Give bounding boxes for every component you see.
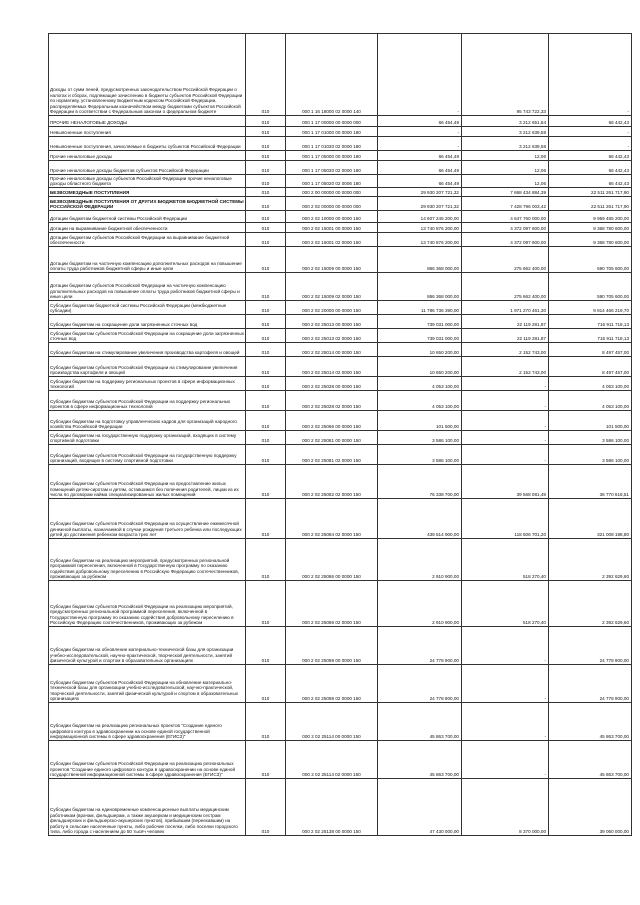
executed-amount-cell: 7 428 796 003,42 xyxy=(462,197,549,211)
budget-classification-code-cell: 000 2 02 25084 02 0000 150 xyxy=(286,499,378,539)
line-code-cell: 010 xyxy=(246,431,286,445)
unexecuted-amount-cell: 321 008 198,80 xyxy=(549,499,632,539)
table-row xyxy=(49,391,632,411)
budget-classification-code-cell: 000 2 02 25086 02 0000 150 xyxy=(286,581,378,627)
line-code-cell: 010 xyxy=(246,223,286,233)
line-code-cell: 010 xyxy=(246,779,286,836)
unexecuted-amount-cell: 9 368 780 600,00 xyxy=(549,223,632,233)
table-row xyxy=(49,465,632,499)
budget-classification-code-cell: 000 2 02 25013 02 0000 150 xyxy=(286,329,378,343)
budget-classification-code-cell: 000 2 02 10000 00 0000 150 xyxy=(286,211,378,223)
approved-amount-cell: 47 430 000,00 xyxy=(378,779,462,836)
budget-classification-code-cell: 000 2 02 15009 02 0000 150 xyxy=(286,273,378,301)
table-row xyxy=(49,151,632,161)
executed-amount-cell: - xyxy=(462,411,549,431)
approved-amount-cell: 66 454,49 xyxy=(378,175,462,188)
table-row xyxy=(49,315,632,329)
line-code-cell: 010 xyxy=(246,343,286,357)
income-name-cell: Субсидии бюджетам на стимулирование увеличения производства картофеля и овощей xyxy=(49,343,246,357)
budget-execution-table xyxy=(48,33,632,836)
budget-classification-code-cell: 000 2 02 25081 00 0000 150 xyxy=(286,431,378,445)
unexecuted-amount-cell: 3 586 100,00 xyxy=(549,431,632,445)
line-code-cell: 010 xyxy=(246,127,286,137)
table-row xyxy=(49,343,632,357)
budget-classification-code-cell: 000 2 02 25014 00 0000 150 xyxy=(286,343,378,357)
line-code-cell: 010 xyxy=(246,188,286,197)
income-name-cell: Субсидии бюджетам на подготовку управленческих кадров для организаций народного хозяйства Российской Федерации xyxy=(49,411,246,431)
executed-amount-cell: - xyxy=(462,391,549,411)
line-code-cell: 010 xyxy=(246,377,286,391)
approved-amount-cell: 4 053 100,00 xyxy=(378,377,462,391)
table-row xyxy=(49,34,632,116)
income-name-cell: Субсидии бюджетам субъектов Российской Федерации на реализацию мероприятий, предусмотренных региональной программой переселения, включенной в Государственную программу по оказанию содействия добровольному переселению в Российскую Федерацию соотечественников, проживающих за рубежом xyxy=(49,581,246,627)
executed-amount-cell: 39 568 081,49 xyxy=(462,465,549,499)
approved-amount-cell: - xyxy=(378,137,462,151)
income-name-cell: Дотации бюджетам бюджетной системы Российской Федерации xyxy=(49,211,246,223)
budget-classification-code-cell: 000 2 02 15001 00 0000 150 xyxy=(286,223,378,233)
unexecuted-amount-cell: 101 500,00 xyxy=(549,411,632,431)
budget-classification-code-cell: 000 2 02 25013 00 0000 150 xyxy=(286,315,378,329)
executed-amount-cell: 12,06 xyxy=(462,151,549,161)
table-row xyxy=(49,703,632,741)
executed-amount-cell: 22 119 281,87 xyxy=(462,315,549,329)
budget-classification-code-cell: 000 2 02 25014 02 0000 150 xyxy=(286,357,378,377)
income-name-cell: Прочие неналоговые доходы субъектов Российской Федерации прочие неналоговые доходы областного бюджета xyxy=(49,175,246,188)
executed-amount-cell: 7 668 434 884,39 xyxy=(462,188,549,197)
line-code-cell: 010 xyxy=(246,247,286,273)
line-code-cell: 010 xyxy=(246,233,286,247)
table-row xyxy=(49,627,632,665)
line-code-cell: 010 xyxy=(246,151,286,161)
income-name-cell: Субсидии бюджетам на сокращение доли загрязненных сточных вод xyxy=(49,315,246,329)
unexecuted-amount-cell: 22 511 261 717,90 xyxy=(549,197,632,211)
approved-amount-cell: 101 500,00 xyxy=(378,411,462,431)
income-name-cell: Доходы от сумм пеней, предусмотренных законодательством Российской Федерации о налогах и сборах, подлежащие зачислению в бюджеты субъектов Российской Федерации по нормативу, установленному Бюджетным кодексом Российской Федерации, распределяемых Федеральным казначейством между бюджетами субъектов Российской Федерации в соответствии с Федеральным законом о федеральном бюджете xyxy=(49,34,246,116)
approved-amount-cell: 2 910 900,00 xyxy=(378,581,462,627)
executed-amount-cell: 3 212 639,58 xyxy=(462,137,549,151)
unexecuted-amount-cell: 39 060 000,00 xyxy=(549,779,632,836)
income-name-cell: Субсидии бюджетам субъектов Российской Федерации на обновление материально-технической базы для организации учебно-исследовательской, научно-практической, творческой деятельности, занятий физической культурой и спортом в образовательных организациях xyxy=(49,665,246,703)
income-name-cell: Субсидии бюджетам субъектов Российской Федерации на реализацию региональных проектов "Создание единого цифрового контура в здравоохранении на основе единой государственной информационной системы в сфере здравоохранения (ЕГИСЗ)" xyxy=(49,741,246,779)
budget-classification-code-cell: 000 1 17 01020 02 0000 180 xyxy=(286,137,378,151)
approved-amount-cell: 11 786 736 390,00 xyxy=(378,301,462,315)
executed-amount-cell: 518 270,40 xyxy=(462,539,549,581)
income-name-cell: Субсидии бюджетам субъектов Российской Федерации на сокращение доли загрязненных сточных вод xyxy=(49,329,246,343)
table-row xyxy=(49,581,632,627)
table-row xyxy=(49,161,632,175)
unexecuted-amount-cell: 2 392 629,60 xyxy=(549,539,632,581)
executed-amount-cell: 4 647 760 000,00 xyxy=(462,211,549,223)
approved-amount-cell: 439 514 900,00 xyxy=(378,499,462,539)
table-row xyxy=(49,273,632,301)
approved-amount-cell: 13 740 876 200,00 xyxy=(378,233,462,247)
approved-amount-cell: 739 031 000,00 xyxy=(378,329,462,343)
approved-amount-cell: 866 368 000,00 xyxy=(378,273,462,301)
approved-amount-cell: 66 454,49 xyxy=(378,151,462,161)
income-name-cell: Субсидии бюджетам на поддержку региональных проектов в сфере информационных технологий xyxy=(49,377,246,391)
line-code-cell: 010 xyxy=(246,465,286,499)
income-name-cell: Невыясненные поступления xyxy=(49,127,246,137)
executed-amount-cell: 4 372 097 600,00 xyxy=(462,233,549,247)
executed-amount-cell: 8 370 000,00 xyxy=(462,779,549,836)
executed-amount-cell: 118 506 701,20 xyxy=(462,499,549,539)
unexecuted-amount-cell: 45 863 700,00 xyxy=(549,703,632,741)
budget-classification-code-cell: 000 2 00 00000 00 0000 000 xyxy=(286,188,378,197)
table-row xyxy=(49,175,632,188)
unexecuted-amount-cell: 66 442,43 xyxy=(549,151,632,161)
unexecuted-amount-cell: 716 911 718,13 xyxy=(549,315,632,329)
table-row xyxy=(49,247,632,273)
executed-amount-cell: - xyxy=(462,431,549,445)
executed-amount-cell: 12,06 xyxy=(462,161,549,175)
table-row xyxy=(49,445,632,465)
budget-classification-code-cell: 000 1 17 05020 02 0006 180 xyxy=(286,175,378,188)
income-name-cell: Субсидии бюджетам бюджетной системы Российской Федерации (межбюджетные субсидии) xyxy=(49,301,246,315)
line-code-cell: 010 xyxy=(246,741,286,779)
line-code-cell: 010 xyxy=(246,211,286,223)
budget-classification-code-cell: 000 1 17 01000 00 0000 180 xyxy=(286,127,378,137)
line-code-cell: 010 xyxy=(246,703,286,741)
line-code-cell: 010 xyxy=(246,357,286,377)
table-row xyxy=(49,329,632,343)
budget-classification-code-cell: 000 2 02 25081 02 0000 150 xyxy=(286,445,378,465)
line-code-cell: 010 xyxy=(246,116,286,127)
executed-amount-cell: 22 119 281,87 xyxy=(462,329,549,343)
executed-amount-cell: 3 212 651,64 xyxy=(462,116,549,127)
executed-amount-cell: 275 662 400,00 xyxy=(462,247,549,273)
line-code-cell: 010 xyxy=(246,137,286,151)
income-name-cell: Субсидии бюджетам на реализацию мероприятий, предусмотренных региональной программой переселения, включенной в Государственную программу по оказанию содействия добровольному переселению в Российскую Федерацию соотечественников, проживающих за рубежом xyxy=(49,539,246,581)
unexecuted-amount-cell: 9 368 780 600,00 xyxy=(549,233,632,247)
income-name-cell: БЕЗВОЗМЕЗДНЫЕ ПОСТУПЛЕНИЯ ОТ ДРУГИХ БЮДЖЕТОВ БЮДЖЕТНОЙ СИСТЕМЫ РОССИЙСКОЙ ФЕДЕРАЦИИ xyxy=(49,197,246,211)
approved-amount-cell: 13 740 876 200,00 xyxy=(378,223,462,233)
income-name-cell: Прочие неналоговые доходы xyxy=(49,151,246,161)
budget-classification-code-cell: 000 1 17 05000 00 0000 180 xyxy=(286,151,378,161)
executed-amount-cell: - xyxy=(462,377,549,391)
approved-amount-cell: - xyxy=(378,127,462,137)
unexecuted-amount-cell: 24 778 900,00 xyxy=(549,665,632,703)
unexecuted-amount-cell: 66 442,43 xyxy=(549,161,632,175)
income-name-cell: Субсидии бюджетам субъектов Российской Федерации на предоставление жилых помещений детям-сиротам и детям, оставшимся без попечения родителей, лицам из их числа по договорам найма специализированных жилых помещений xyxy=(49,465,246,499)
approved-amount-cell: 29 930 207 721,32 xyxy=(378,188,462,197)
line-code-cell: 010 xyxy=(246,627,286,665)
unexecuted-amount-cell: 590 705 600,00 xyxy=(549,273,632,301)
executed-amount-cell: 1 971 270 461,30 xyxy=(462,301,549,315)
line-code-cell: 010 xyxy=(246,34,286,116)
budget-classification-code-cell: 000 2 02 25086 00 0000 150 xyxy=(286,539,378,581)
unexecuted-amount-cell: 3 586 100,00 xyxy=(549,445,632,465)
table-row xyxy=(49,223,632,233)
approved-amount-cell: 66 454,49 xyxy=(378,161,462,175)
executed-amount-cell: 275 662 400,00 xyxy=(462,273,549,301)
approved-amount-cell: 2 910 900,00 xyxy=(378,539,462,581)
executed-amount-cell: 518 270,40 xyxy=(462,581,549,627)
income-name-cell: Субсидии бюджетам на единовременные компенсационные выплаты медицинским работникам (врачам, фельдшерам, а также акушеркам и медицинским сестрам фельдшерских и фельдшерско-акушерских пунктов), прибывшим (переехавшим) на работу в сельские населенные пункты, либо рабочие поселки, либо поселки городского типа, либо города с населением до 50 тысяч человек xyxy=(49,779,246,836)
executed-amount-cell: - xyxy=(462,703,549,741)
unexecuted-amount-cell: 9 959 485 200,00 xyxy=(549,211,632,223)
table-row xyxy=(49,116,632,127)
table-row xyxy=(49,301,632,315)
table-row xyxy=(49,431,632,445)
budget-classification-code-cell: 000 2 02 25114 00 0000 150 xyxy=(286,703,378,741)
unexecuted-amount-cell: 4 053 100,00 xyxy=(549,391,632,411)
executed-amount-cell: 3 212 639,58 xyxy=(462,127,549,137)
table-row xyxy=(49,499,632,539)
line-code-cell: 010 xyxy=(246,161,286,175)
table-row xyxy=(49,211,632,223)
budget-classification-code-cell: 000 2 02 25066 00 0000 150 xyxy=(286,411,378,431)
table-row xyxy=(49,233,632,247)
approved-amount-cell: 66 454,49 xyxy=(378,116,462,127)
unexecuted-amount-cell: 8 497 457,00 xyxy=(549,343,632,357)
income-name-cell: Невыясненные поступления, зачисляемые в бюджеты субъектов Российской Федерации xyxy=(49,137,246,151)
income-name-cell: Субсидии бюджетам субъектов Российской Федерации на стимулирование увеличения производства картофеля и овощей xyxy=(49,357,246,377)
budget-classification-code-cell: 000 2 02 25028 02 0000 150 xyxy=(286,391,378,411)
income-name-cell: Дотации бюджетам на частичную компенсацию дополнительных расходов на повышение оплаты труда работников бюджетной сферы и иные цели xyxy=(49,247,246,273)
line-code-cell: 010 xyxy=(246,175,286,188)
line-code-cell: 010 xyxy=(246,581,286,627)
approved-amount-cell: 866 368 000,00 xyxy=(378,247,462,273)
line-code-cell: 010 xyxy=(246,197,286,211)
table-row xyxy=(49,127,632,137)
income-name-cell: ПРОЧИЕ НЕНАЛОГОВЫЕ ДОХОДЫ xyxy=(49,116,246,127)
approved-amount-cell: - xyxy=(378,34,462,116)
unexecuted-amount-cell: 36 770 618,51 xyxy=(549,465,632,499)
approved-amount-cell: 10 650 200,00 xyxy=(378,357,462,377)
executed-amount-cell: 12,06 xyxy=(462,175,549,188)
budget-classification-code-cell: 000 1 17 05020 02 0000 180 xyxy=(286,161,378,175)
line-code-cell: 010 xyxy=(246,391,286,411)
approved-amount-cell: 45 863 700,00 xyxy=(378,703,462,741)
approved-amount-cell: 739 031 000,00 xyxy=(378,315,462,329)
budget-classification-code-cell: 000 2 02 15001 02 0000 150 xyxy=(286,233,378,247)
approved-amount-cell: 45 863 700,00 xyxy=(378,741,462,779)
budget-classification-code-cell: 000 1 16 18000 02 0000 140 xyxy=(286,34,378,116)
line-code-cell: 010 xyxy=(246,665,286,703)
line-code-cell: 010 xyxy=(246,539,286,581)
income-name-cell: Дотации на выравнивание бюджетной обеспеченности xyxy=(49,223,246,233)
unexecuted-amount-cell: - xyxy=(549,34,632,116)
unexecuted-amount-cell: - xyxy=(549,127,632,137)
table-row xyxy=(49,411,632,431)
table-row xyxy=(49,779,632,836)
line-code-cell: 010 xyxy=(246,411,286,431)
income-name-cell: Прочие неналоговые доходы бюджетов субъектов Российской Федерации xyxy=(49,161,246,175)
budget-classification-code-cell: 000 2 02 25028 00 0000 150 xyxy=(286,377,378,391)
line-code-cell: 010 xyxy=(246,273,286,301)
unexecuted-amount-cell: 590 705 600,00 xyxy=(549,247,632,273)
income-name-cell: Субсидии бюджетам субъектов Российской Федерации на поддержку региональных проектов в сфере информационных технологий xyxy=(49,391,246,411)
approved-amount-cell: 24 778 900,00 xyxy=(378,665,462,703)
budget-classification-code-cell: 000 1 17 00000 00 0000 000 xyxy=(286,116,378,127)
income-name-cell: Субсидии бюджетам на реализацию региональных проектов "Создание единого цифрового контура в здравоохранении на основе единой государственной информационной системы в сфере здравоохранения (ЕГИСЗ)" xyxy=(49,703,246,741)
budget-classification-code-cell: 000 2 02 25138 00 0000 150 xyxy=(286,779,378,836)
approved-amount-cell: 14 607 245 200,00 xyxy=(378,211,462,223)
table-row xyxy=(49,741,632,779)
line-code-cell: 010 xyxy=(246,445,286,465)
unexecuted-amount-cell: 66 442,43 xyxy=(549,175,632,188)
income-name-cell: Субсидии бюджетам на государственную поддержку организаций, входящих в систему спортивной подготовки xyxy=(49,431,246,445)
line-code-cell: 010 xyxy=(246,499,286,539)
approved-amount-cell: 24 778 900,00 xyxy=(378,627,462,665)
executed-amount-cell: 4 372 097 600,00 xyxy=(462,223,549,233)
budget-classification-code-cell: 000 2 02 25098 00 0000 150 xyxy=(286,627,378,665)
executed-amount-cell: 2 152 743,00 xyxy=(462,357,549,377)
executed-amount-cell: - xyxy=(462,741,549,779)
unexecuted-amount-cell: 2 392 629,60 xyxy=(549,581,632,627)
executed-amount-cell: - xyxy=(462,627,549,665)
unexecuted-amount-cell: 22 511 261 717,90 xyxy=(549,188,632,197)
table-row xyxy=(49,539,632,581)
table-row xyxy=(49,665,632,703)
income-name-cell: Субсидии бюджетам субъектов Российской Федерации на осуществление ежемесячной денежной выплаты, назначаемой в случае рождения третьего ребенка или последующих детей до достижения ребенком возраста трех лет xyxy=(49,499,246,539)
unexecuted-amount-cell: 45 863 700,00 xyxy=(549,741,632,779)
income-name-cell: БЕЗВОЗМЕЗДНЫЕ ПОСТУПЛЕНИЯ xyxy=(49,188,246,197)
budget-classification-code-cell: 000 2 02 15009 00 0000 150 xyxy=(286,247,378,273)
executed-amount-cell: 2 152 743,00 xyxy=(462,343,549,357)
table-body xyxy=(49,34,632,836)
table-row xyxy=(49,377,632,391)
table-row xyxy=(49,188,632,197)
executed-amount-cell: 95 743 722,33 xyxy=(462,34,549,116)
executed-amount-cell: - xyxy=(462,665,549,703)
table-row xyxy=(49,197,632,211)
executed-amount-cell: - xyxy=(462,445,549,465)
budget-classification-code-cell: 000 2 02 00000 00 0000 000 xyxy=(286,197,378,211)
unexecuted-amount-cell: 716 911 718,13 xyxy=(549,329,632,343)
unexecuted-amount-cell: 9 814 466 219,70 xyxy=(549,301,632,315)
unexecuted-amount-cell: - xyxy=(549,137,632,151)
line-code-cell: 010 xyxy=(246,329,286,343)
approved-amount-cell: 4 053 100,00 xyxy=(378,391,462,411)
budget-classification-code-cell: 000 2 02 20000 00 0000 150 xyxy=(286,301,378,315)
table-row xyxy=(49,357,632,377)
line-code-cell: 010 xyxy=(246,301,286,315)
unexecuted-amount-cell: 24 778 900,00 xyxy=(549,627,632,665)
income-name-cell: Субсидии бюджетам на обновление материально-технической базы для организации учебно-исследовательской, научно-практической, творческой деятельности, занятий физической культурой и спортом в образовательных организациях xyxy=(49,627,246,665)
approved-amount-cell: 3 586 100,00 xyxy=(378,431,462,445)
unexecuted-amount-cell: 4 053 100,00 xyxy=(549,377,632,391)
income-name-cell: Дотации бюджетам субъектов Российской Федерации на частичную компенсацию дополнительных расходов на повышение оплаты труда работников бюджетной сферы и иные цели xyxy=(49,273,246,301)
unexecuted-amount-cell: 8 497 457,00 xyxy=(549,357,632,377)
budget-classification-code-cell: 000 2 02 25098 02 0000 150 xyxy=(286,665,378,703)
approved-amount-cell: 3 586 100,00 xyxy=(378,445,462,465)
unexecuted-amount-cell: 66 442,43 xyxy=(549,116,632,127)
approved-amount-cell: 29 930 207 721,32 xyxy=(378,197,462,211)
income-name-cell: Дотации бюджетам субъектов Российской Федерации на выравнивание бюджетной обеспеченности xyxy=(49,233,246,247)
line-code-cell: 010 xyxy=(246,315,286,329)
budget-classification-code-cell: 000 2 02 25114 02 0000 150 xyxy=(286,741,378,779)
income-name-cell: Субсидии бюджетам субъектов Российской Федерации на государственную поддержку организаций, входящих в систему спортивной подготовки xyxy=(49,445,246,465)
table-row xyxy=(49,137,632,151)
approved-amount-cell: 76 338 700,00 xyxy=(378,465,462,499)
budget-classification-code-cell: 000 2 02 25082 02 0000 150 xyxy=(286,465,378,499)
approved-amount-cell: 10 650 200,00 xyxy=(378,343,462,357)
